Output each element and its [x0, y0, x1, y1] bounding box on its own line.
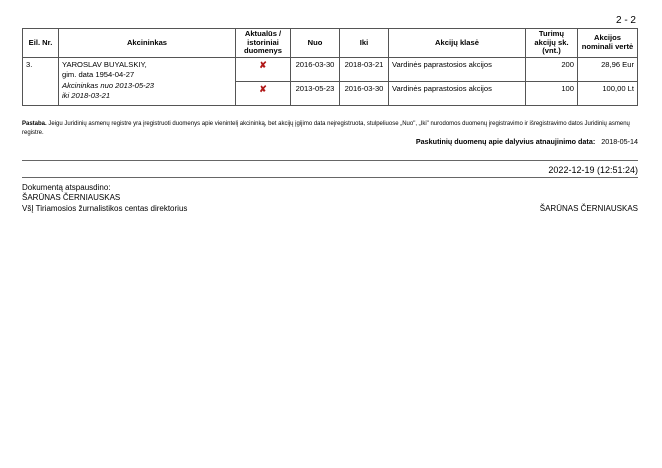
note-paragraph [22, 120, 634, 137]
header-nominal-value: Akcijos nominali vertė [578, 29, 638, 58]
shareholder-period-to: iki 2018-03-21 [62, 90, 111, 100]
share-class: Vardinės paprastosios akcijos [389, 58, 526, 82]
header-to: Iki [340, 29, 389, 58]
print-timestamp: 2022-12-19 (12:51:24) [548, 165, 638, 175]
nominal-value: 100,00 Lt [578, 82, 638, 106]
shareholder-name: YAROSLAV BUYALSKIY, [62, 60, 147, 70]
note-label: Pastaba. [22, 121, 47, 127]
header-shareholder: Akcininkas [59, 29, 236, 58]
note-text: Jeigu Juridinių asmenų registre yra įregistruoti duomenys apie vienintelį akcininką, bet akcijų įgijimo data neįregistruota, stulpeliuose „Nuo", „Iki" nurodomos duomenų įregistravimo ir išregistravimo datos Juridinių asmenų registre. [22, 121, 630, 136]
header-from: Nuo [291, 29, 340, 58]
printed-by-label: Dokumentą atspausdino: [22, 183, 111, 192]
date-from: 2016-03-30 [291, 58, 340, 82]
header-quantity: Turimų akcijų sk. (vnt.) [526, 29, 578, 58]
shareholder-period-from: Akcininkas nuo 2013-05-23 [62, 80, 155, 90]
share-class: Vardinės paprastosios akcijos [389, 82, 526, 106]
table-row [23, 58, 638, 82]
printed-by-organization: VšĮ Tiriamosios žurnalistikos centas direktorius [22, 203, 188, 213]
date-to: 2018-03-21 [340, 58, 389, 82]
red-x-mark-icon: ✘ [259, 84, 267, 95]
printed-by-name: ŠARŪNAS ČERNIAUSKAS [22, 193, 121, 203]
page-number: 2 - 2 [615, 15, 636, 26]
divider-bottom [22, 177, 638, 178]
share-quantity: 100 [526, 82, 578, 106]
table-header-row [23, 29, 638, 58]
last-update-date: 2018-05-14 [601, 137, 638, 146]
nominal-value: 28,96 Eur [578, 58, 638, 82]
header-number: Eil. Nr. [23, 29, 59, 58]
row-number: 3. [23, 58, 59, 106]
status-cell [236, 82, 291, 106]
share-quantity: 200 [526, 58, 578, 82]
shareholders-table [22, 28, 638, 106]
date-from: 2013-05-23 [291, 82, 340, 106]
signature-name: ŠARŪNAS ČERNIAUSKAS [539, 204, 638, 213]
status-cell [236, 58, 291, 82]
header-share-class: Akcijų klasė [389, 29, 526, 58]
shareholder-birth-date: gim. data 1954-04-27 [62, 70, 135, 80]
shareholder-cell [59, 58, 236, 106]
last-update-label: Paskutinių duomenų apie dalyvius atnaujinimo data: [415, 137, 596, 146]
date-to: 2016-03-30 [340, 82, 389, 106]
printed-by-block [22, 183, 187, 214]
header-status: Aktualūs / istoriniai duomenys [236, 29, 291, 58]
red-x-mark-icon: ✘ [259, 60, 267, 71]
divider-top [22, 160, 638, 161]
last-update [416, 137, 638, 146]
